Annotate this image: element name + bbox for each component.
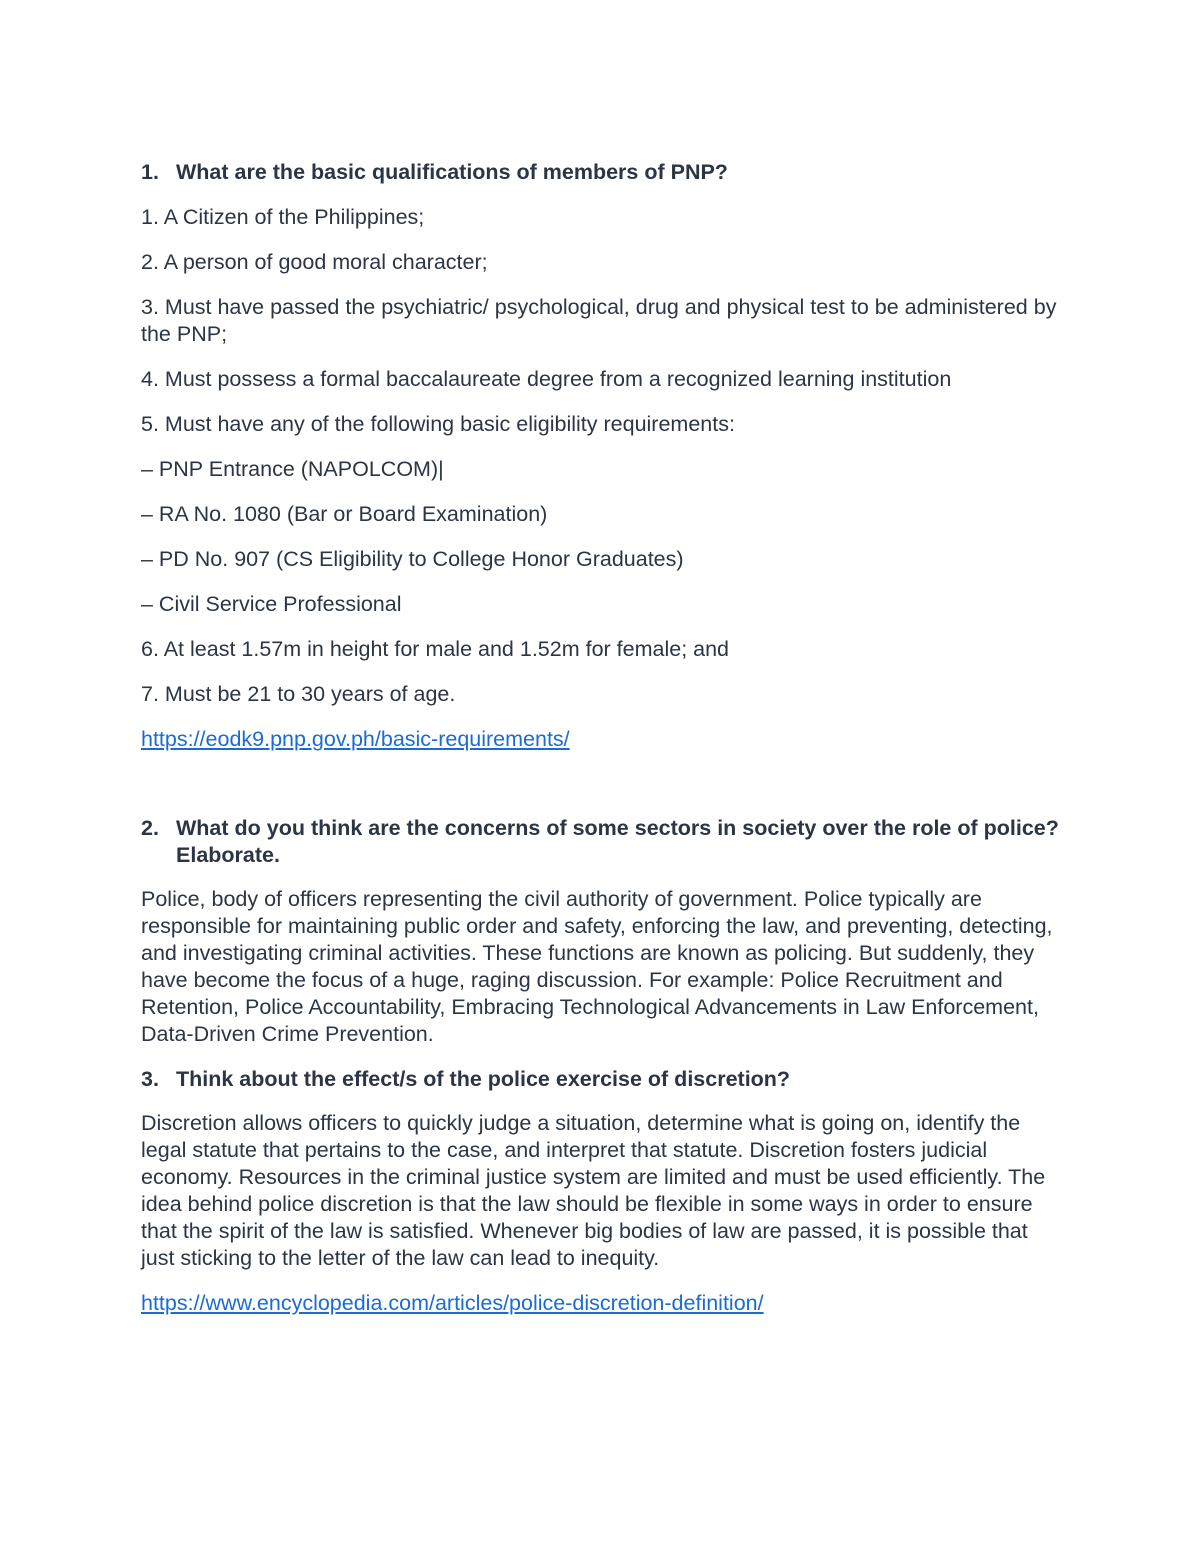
question-text: What are the basic qualifications of members of PNP? [176, 160, 728, 184]
document-page [141, 155, 1061, 1317]
list-item: – PNP Entrance (NAPOLCOM)| [141, 457, 444, 481]
list-item: 4. Must possess a formal baccalaureate degree from a recognized learning institution [141, 367, 952, 391]
question-text: What do you think are the concerns of some sectors in society over the role of police? Elaborate. [176, 816, 1059, 867]
list-item: 1. A Citizen of the Philippines; [141, 205, 425, 229]
list-item: 3. Must have passed the psychiatric/ psychological, drug and physical test to be administered by the PNP; [141, 295, 1057, 346]
list-item: – Civil Service Professional [141, 592, 402, 616]
source-link-pnp[interactable]: https://eodk9.pnp.gov.ph/basic-requirements/ [141, 727, 570, 751]
question-1-heading [141, 159, 1061, 186]
list-item: 5. Must have any of the following basic eligibility requirements: [141, 412, 735, 436]
list-item: – RA No. 1080 (Bar or Board Examination) [141, 502, 548, 526]
question-3-heading [141, 1066, 1061, 1093]
spacer [141, 753, 1061, 815]
question-2-heading [141, 815, 1061, 869]
list-item: 2. A person of good moral character; [141, 250, 488, 274]
question-number: 3. [141, 1067, 159, 1091]
source-link-encyclopedia[interactable]: https://www.encyclopedia.com/articles/police-discretion-definition/ [141, 1291, 764, 1315]
question-number: 2. [141, 816, 159, 840]
list-item: 6. At least 1.57m in height for male and 1.52m for female; and [141, 637, 730, 661]
question-text: Think about the effect/s of the police exercise of discretion? [176, 1067, 791, 1091]
answer-paragraph: Discretion allows officers to quickly judge a situation, determine what is going on, identify the legal statute that pertains to the case, and interpret that statute. Discretion fosters judicial economy. Resources in the criminal justice system are limited and must be used efficiently. The idea behind police discretion is that the law should be flexible in some ways in order to ensure that the spirit of the law is satisfied. Whenever big bodies of law are passed, it is possible that just sticking to the letter of the law can lead to inequity. [141, 1111, 1046, 1270]
answer-paragraph: Police, body of officers representing the civil authority of government. Police typically are responsible for maintaining public order and safety, enforcing the law, and preventing, detecting, and investigating criminal activities. These functions are known as policing. But suddenly, they have become the focus of a huge, raging discussion. For example: Police Recruitment and Retention, Police Accountability, Embracing Technological Advancements in Law Enforcement, Data-Driven Crime Prevention. [141, 887, 1053, 1046]
list-item: – PD No. 907 (CS Eligibility to College Honor Graduates) [141, 547, 684, 571]
list-item: 7. Must be 21 to 30 years of age. [141, 682, 456, 706]
question-number: 1. [141, 160, 159, 184]
